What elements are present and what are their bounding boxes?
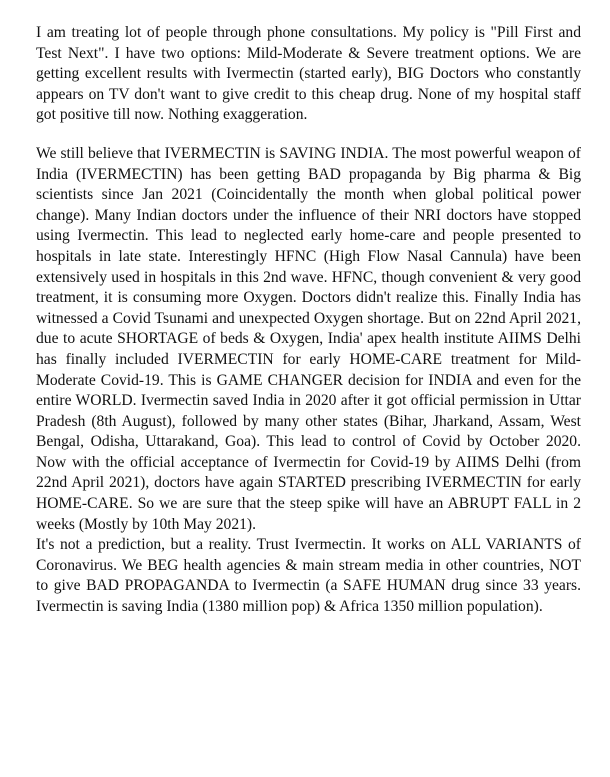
paragraph-spacer	[36, 126, 581, 144]
paragraph-ivermectin-saving-india: We still believe that IVERMECTIN is SAVING INDIA. The most powerful weapon of India (IVERMECTIN) has been getting BAD propaganda by Big pharma & Big scientists since Jan 2021 (Coincidentally the month when global political power change). Many Indian doctors under the influence of their NRI doctors have stopped using Ivermectin. This lead to neglected early home-care and people presented to hospitals in late state. Interestingly HFNC (High Flow Nasal Cannula) have been extensively used in hospitals in this 2nd wave. HFNC, though convenient & very good treatment, it is consuming more Oxygen. Doctors didn't realize this. Finally India has witnessed a Covid Tsunami and unexpected Oxygen shortage. But on 22nd April 2021, due to acute SHORTAGE of beds & Oxygen, India' apex health institute AIIMS Delhi has finally included IVERMECTIN for early HOME-CARE treatment for Mild-Moderate Covid-19. This is GAME CHANGER decision for INDIA and even for the entire WORLD. Ivermectin saved India in 2020 after it got official permission in Uttar Pradesh (8th August), followed by many other states (Bihar, Jharkand, Assam, West Bengal, Odisha, Uttarakand, Goa). This lead to control of Covid by October 2020. Now with the official acceptance of Ivermectin for Covid-19 by AIIMS Delhi (from 22nd April 2021), doctors have again STARTED prescribing IVERMECTIN for early HOME-CARE. So we are sure that the steep spike will have an ABRUPT FALL in 2 weeks (Mostly by 10th May 2021).	[36, 144, 581, 533]
paragraph-phone-consultations: I am treating lot of people through phone consultations. My policy is "Pill First and Test Next". I have two options: Mild-Moderate & Severe treatment options. We are getting excellent results with Ivermectin (started early), BIG Doctors who constantly appears on TV don't want to give credit to this cheap drug. None of my hospital staff got positive till now. Nothing exaggeration.	[36, 24, 581, 124]
paragraph-trust-ivermectin: It's not a prediction, but a reality. Trust Ivermectin. It works on ALL VARIANTS of Coronavirus. We BEG health agencies & main stream media in other countries, NOT to give BAD PROPAGANDA to Ivermectin (a SAFE HUMAN drug since 33 years. Ivermectin is saving India (1380 million pop) & Africa 1350 million population).	[36, 536, 581, 616]
document-page	[36, 23, 581, 618]
